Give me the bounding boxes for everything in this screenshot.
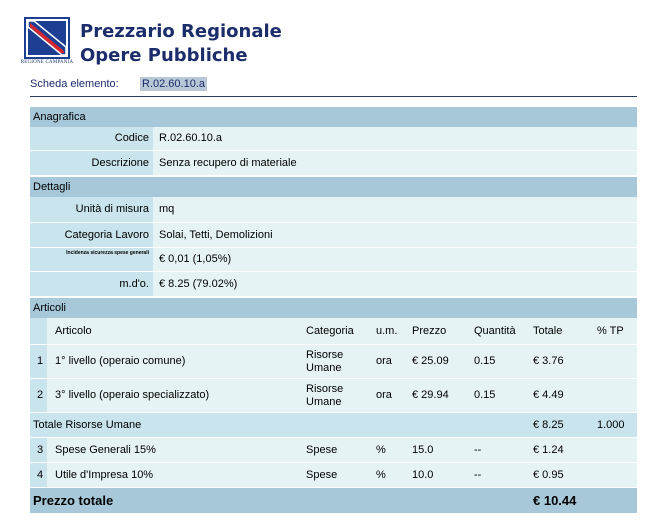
unita-label: Unità di misura xyxy=(30,197,153,222)
prezzo-totale-row xyxy=(30,488,637,513)
totale-risorse-tp: 1.000 xyxy=(597,419,625,431)
regione-campania-emblem-icon xyxy=(24,17,70,59)
header-divider xyxy=(30,96,637,97)
row-categoria-line-2: Umane xyxy=(306,362,342,374)
row-number: 3 xyxy=(37,444,44,456)
logo-caption: REGIONE CAMPANIA xyxy=(20,60,74,65)
row-mdo xyxy=(30,272,637,296)
row-um: % xyxy=(376,469,386,481)
prezzo-totale-label: Prezzo totale xyxy=(33,493,114,508)
row-articolo: Spese Generali 15% xyxy=(55,444,156,456)
col-um: u.m. xyxy=(376,325,398,337)
section-articoli-heading: Articoli xyxy=(30,298,637,318)
row-categoria: Spese xyxy=(306,444,338,456)
col-categoria: Categoria xyxy=(306,325,354,337)
row-articolo: 3° livello (operaio specializzato) xyxy=(55,389,210,401)
row-categoria-line-1: Risorse xyxy=(306,349,344,361)
row-totale: € 4.49 xyxy=(533,389,564,401)
row-um: % xyxy=(376,444,386,456)
row-um: ora xyxy=(376,355,392,367)
descrizione-label: Descrizione xyxy=(30,151,153,175)
col-articolo: Articolo xyxy=(55,325,92,337)
prezzo-totale-value: € 10.44 xyxy=(533,493,577,508)
totale-risorse-value: € 8.25 xyxy=(533,419,564,431)
table-row xyxy=(30,345,637,379)
row-prezzo: 10.0 xyxy=(412,469,434,481)
row-totale: € 1.24 xyxy=(533,444,564,456)
unita-value: mq xyxy=(159,203,175,215)
row-quantita: 0.15 xyxy=(474,355,496,367)
row-prezzo: € 29.94 xyxy=(412,389,449,401)
section-anagrafica-heading: Anagrafica xyxy=(30,107,637,127)
row-articolo: Utile d'Impresa 10% xyxy=(55,469,154,481)
title-line-1: Prezzario Regionale xyxy=(80,21,282,42)
row-number: 4 xyxy=(37,469,44,481)
row-categoria-line-2: Umane xyxy=(306,396,342,408)
row-prezzo: € 25.09 xyxy=(412,355,449,367)
totale-risorse-umane-row xyxy=(30,413,637,437)
scheda-value: R.02.60.10.a xyxy=(142,78,205,90)
row-codice xyxy=(30,127,637,151)
header-index-cell xyxy=(30,318,47,344)
mdo-label: m.d'o. xyxy=(30,272,153,296)
col-quantita: Quantità xyxy=(474,325,516,337)
articoli-header-row xyxy=(30,318,637,345)
col-prezzo: Prezzo xyxy=(412,325,447,337)
page-title xyxy=(80,20,282,68)
row-descrizione xyxy=(30,151,637,175)
title-line-2: Opere Pubbliche xyxy=(80,45,248,66)
row-quantita: -- xyxy=(474,444,482,456)
row-articolo: 1° livello (operaio comune) xyxy=(55,355,186,367)
row-quantita: -- xyxy=(474,469,482,481)
codice-value: R.02.60.10.a xyxy=(159,132,222,144)
row-categoria-line-1: Risorse xyxy=(306,383,344,395)
row-totale: € 3.76 xyxy=(533,355,564,367)
row-categoria xyxy=(306,383,343,409)
col-tp: % TP xyxy=(597,325,624,337)
incidenza-value: € 0,01 (1,05%) xyxy=(159,253,232,265)
totale-risorse-label: Totale Risorse Umane xyxy=(33,419,142,431)
row-prezzo: 15.0 xyxy=(412,444,434,456)
categoria-lavoro-value: Solai, Tetti, Demolizioni xyxy=(159,229,273,241)
row-categoria xyxy=(306,349,343,375)
descrizione-value: Senza recupero di materiale xyxy=(159,157,297,169)
col-totale: Totale xyxy=(533,325,563,337)
section-dettagli-heading: Dettagli xyxy=(30,177,637,197)
row-categoria: Spese xyxy=(306,469,338,481)
row-quantita: 0.15 xyxy=(474,389,496,401)
categoria-lavoro-label: Categoria Lavoro xyxy=(30,223,153,247)
table-row xyxy=(30,438,637,463)
row-number: 2 xyxy=(37,389,44,401)
row-categoria-lavoro xyxy=(30,223,637,248)
mdo-value: € 8.25 (79.02%) xyxy=(159,278,238,290)
row-unita xyxy=(30,197,637,223)
codice-label: Codice xyxy=(30,127,153,150)
table-row xyxy=(30,379,637,412)
scheda-elemento xyxy=(30,78,205,90)
incidenza-label: Incidenza sicurezza spese generali xyxy=(30,248,153,271)
row-number: 1 xyxy=(37,355,44,367)
scheda-label: Scheda elemento: xyxy=(30,78,119,90)
table-row xyxy=(30,463,637,487)
row-um: ora xyxy=(376,389,392,401)
row-incidenza xyxy=(30,248,637,272)
row-totale: € 0.95 xyxy=(533,469,564,481)
